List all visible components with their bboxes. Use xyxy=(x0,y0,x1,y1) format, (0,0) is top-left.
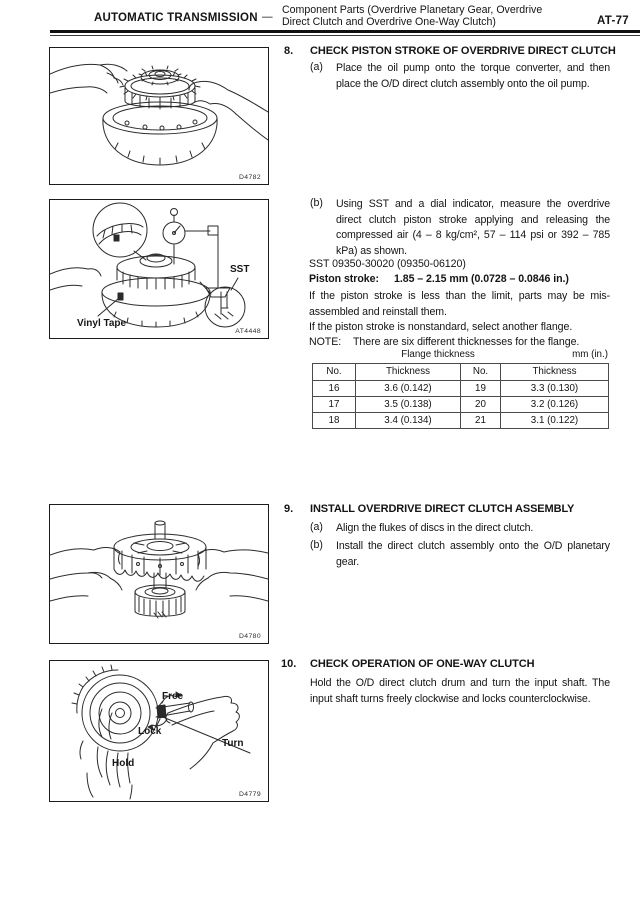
sst-label: SST xyxy=(230,264,250,275)
step8-remark2: If the piston stroke is nonstandard, select another flange. xyxy=(309,321,573,333)
table-cell: 3.4 (0.134) xyxy=(356,413,461,429)
table-cell: 3.3 (0.130) xyxy=(501,381,609,397)
header-page-number: AT-77 xyxy=(597,15,629,27)
header-section-title: AUTOMATIC TRANSMISSION xyxy=(94,12,258,24)
step9-item-b-label: (b) xyxy=(310,539,323,551)
figure-code: AT4448 xyxy=(235,328,261,335)
turn-label: Turn xyxy=(222,738,244,749)
step8-item-b-label: (b) xyxy=(310,197,323,209)
step8-item-b-text: Using SST and a dial indicator, measure the overdrive direct clutch piston stroke applying and releasing the compressed air (4 – 8 kg/cm², 57 – 114 psi or 392 – 785 kPa) as shown. xyxy=(336,198,610,257)
step8-note-text: There are six different thicknesses for the flange. xyxy=(353,336,580,348)
header-rule-thin xyxy=(50,35,640,36)
step10-title: CHECK OPERATION OF ONE-WAY CLUTCH xyxy=(310,658,535,670)
table-row xyxy=(313,397,609,413)
table-row xyxy=(313,413,609,429)
step8-title: CHECK PISTON STROKE OF OVERDRIVE DIRECT CLUTCH xyxy=(310,45,616,57)
header-subtitle xyxy=(282,5,572,28)
hold-label: Hold xyxy=(112,758,135,769)
flange-thickness-table xyxy=(312,363,609,429)
header-subtitle-line2: Direct Clutch and Overdrive One-Way Clutch) xyxy=(282,15,496,28)
table-cell: 3.2 (0.126) xyxy=(501,397,609,413)
lock-label: Lock xyxy=(138,726,162,737)
table-cell: 20 xyxy=(461,397,501,413)
step8-item-a-text: Place the oil pump onto the torque converter, and then place the O/D direct clutch assembly onto the oil pump. xyxy=(336,62,610,90)
header-subtitle-line1: Component Parts (Overdrive Planetary Gear, Overdrive xyxy=(282,4,543,16)
figure-measure-piston-stroke xyxy=(49,199,269,339)
flange-table-unit: mm (in.) xyxy=(572,349,608,360)
table-cell: 3.5 (0.138) xyxy=(356,397,461,413)
table-cell: 21 xyxy=(461,413,501,429)
figure-install-clutch-assembly xyxy=(49,504,269,644)
step8-sst-line: SST 09350-30020 (09350-06120) xyxy=(309,258,466,270)
step9-item-b-text: Install the direct clutch assembly onto the O/D planetary gear. xyxy=(336,540,610,568)
step10-body: Hold the O/D direct clutch drum and turn the input shaft. The input shaft turns freely clockwise and locks counterclockwise. xyxy=(310,677,610,705)
table-cell: 3.1 (0.122) xyxy=(501,413,609,429)
step9-number: 9. xyxy=(284,503,294,515)
table-cell: 16 xyxy=(313,381,356,397)
table-row xyxy=(313,381,609,397)
table-cell: 19 xyxy=(461,381,501,397)
table-header-cell: No. xyxy=(461,364,501,381)
header-rule-thick xyxy=(50,30,640,33)
table-cell: 17 xyxy=(313,397,356,413)
table-cell: 18 xyxy=(313,413,356,429)
vinyl-tape-label: Vinyl Tape xyxy=(77,318,127,329)
figure-place-clutch-on-pump xyxy=(49,47,269,185)
step10-number: 10. xyxy=(281,658,297,670)
step8-piston-stroke-label: Piston stroke: xyxy=(309,273,379,285)
table-cell: 3.6 (0.142) xyxy=(356,381,461,397)
step9-item-a-text: Align the flukes of discs in the direct clutch. xyxy=(336,522,534,534)
clutch-over-planetary-gear-illustration xyxy=(50,505,268,643)
header-separator: — xyxy=(262,11,273,23)
table-header-cell: Thickness xyxy=(501,364,609,381)
table-header-cell: Thickness xyxy=(356,364,461,381)
figure-one-way-clutch-check xyxy=(49,660,269,802)
step8-item-a-label: (a) xyxy=(310,61,323,73)
flange-table-caption: Flange thickness xyxy=(401,349,475,360)
step8-note-label: NOTE: xyxy=(309,336,342,348)
free-label: Free xyxy=(162,691,184,702)
step9-item-a-label: (a) xyxy=(310,521,323,533)
step9-title: INSTALL OVERDRIVE DIRECT CLUTCH ASSEMBLY xyxy=(310,503,575,515)
table-header-row xyxy=(313,364,609,381)
step8-piston-stroke-value: 1.85 – 2.15 mm (0.0728 – 0.0846 in.) xyxy=(394,273,569,285)
step8-remark1: If the piston stroke is less than the limit, parts may be mis-assembled and reinstall them. xyxy=(309,290,610,318)
figure-code: D4779 xyxy=(238,791,261,798)
step8-number: 8. xyxy=(284,45,294,57)
table-header-cell: No. xyxy=(313,364,356,381)
figure-code: D4780 xyxy=(238,633,261,640)
torque-converter-clutch-illustration xyxy=(50,48,268,184)
figure-code: D4782 xyxy=(238,174,261,181)
